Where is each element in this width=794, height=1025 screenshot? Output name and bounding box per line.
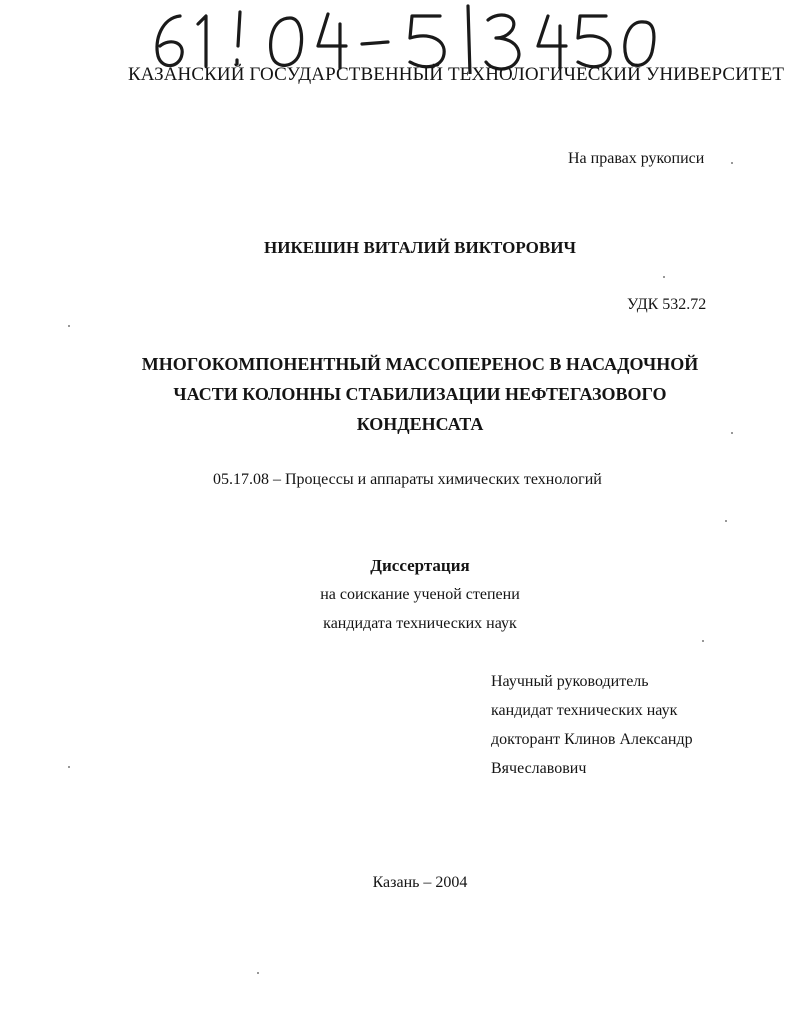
scan-speck — [257, 972, 259, 974]
author-name: НИКЕШИН ВИТАЛИЙ ВИКТОРОВИЧ — [264, 238, 576, 257]
advisor-role: Научный руководитель — [491, 673, 649, 690]
thesis-title — [120, 349, 720, 439]
thesis-title-line-1: МНОГОКОМПОНЕНТНЫЙ МАССОПЕРЕНОС В НАСАДОЧНОЙ — [141, 354, 699, 374]
advisor-name: докторант Клинов Александр — [491, 731, 693, 748]
scan-speck — [68, 766, 70, 768]
degree-line-2: кандидата технических наук — [323, 615, 517, 632]
scan-speck — [663, 276, 665, 278]
university-name: КАЗАНСКИЙ ГОСУДАРСТВЕННЫЙ ТЕХНОЛОГИЧЕСКИЙ УНИВЕРСИТЕТ — [128, 64, 785, 85]
document-type: Диссертация — [370, 556, 470, 575]
thesis-title-line-3: КОНДЕНСАТА — [356, 414, 484, 434]
advisor-degree: кандидат технических наук — [491, 702, 678, 719]
scan-speck — [725, 520, 727, 522]
thesis-title-line-2: ЧАСТИ КОЛОННЫ СТАБИЛИЗАЦИИ НЕФТЕГАЗОВОГО — [173, 384, 667, 404]
scan-speck — [731, 432, 733, 434]
specialty-code: 05.17.08 – Процессы и аппараты химических технологий — [213, 471, 602, 488]
city-year: Казань – 2004 — [372, 874, 468, 891]
scan-speck — [68, 325, 70, 327]
degree-line-1: на соискание ученой степени — [320, 586, 520, 603]
rights-note: На правах рукописи — [568, 150, 705, 167]
udk-code: УДК 532.72 — [627, 296, 707, 313]
advisor-patronymic: Вячеславович — [491, 760, 587, 777]
scan-speck — [702, 640, 704, 642]
scan-speck — [731, 162, 733, 164]
